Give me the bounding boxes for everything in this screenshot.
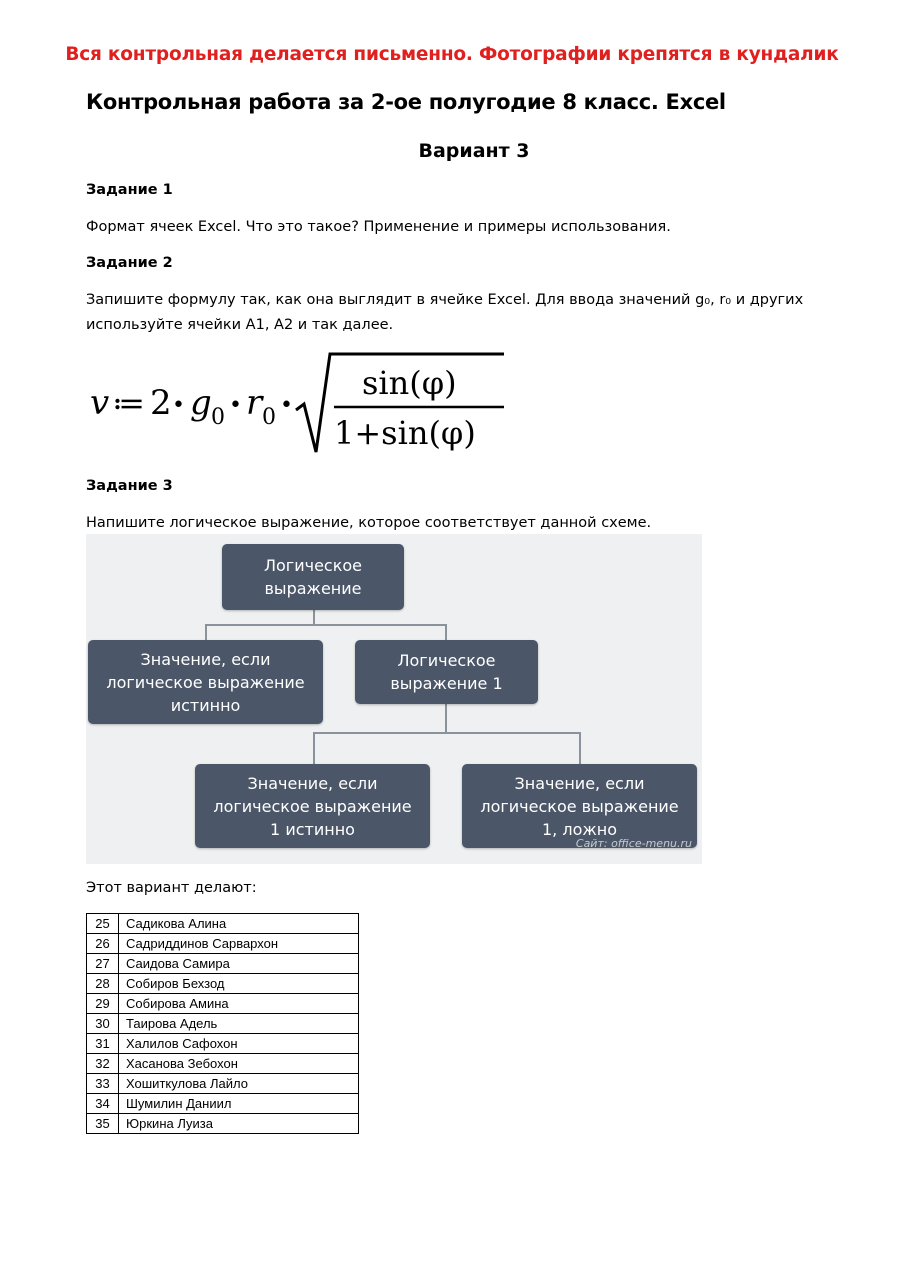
student-name: Хасанова Зебохон bbox=[119, 1054, 359, 1074]
connector-middle-horizontal bbox=[313, 732, 581, 734]
table-row bbox=[87, 914, 359, 934]
student-number: 25 bbox=[87, 914, 119, 934]
task-1-heading: Задание 1 bbox=[86, 182, 173, 198]
formula-numerator: sin(φ) bbox=[362, 364, 457, 402]
student-name: Хошиткулова Лайло bbox=[119, 1074, 359, 1094]
table-row bbox=[87, 1114, 359, 1134]
students-table bbox=[86, 913, 359, 1134]
connector-root-horizontal bbox=[205, 624, 447, 626]
table-row bbox=[87, 974, 359, 994]
student-number: 26 bbox=[87, 934, 119, 954]
student-number: 29 bbox=[87, 994, 119, 1014]
table-row bbox=[87, 1094, 359, 1114]
box-value-if-1-true: Значение, если логическое выражение 1 истинно bbox=[195, 764, 430, 848]
student-name: Халилов Сафохон bbox=[119, 1034, 359, 1054]
task-3-heading: Задание 3 bbox=[86, 478, 173, 494]
box-logical-expression-1: Логическое выражение 1 bbox=[355, 640, 538, 704]
formula-g: g bbox=[190, 383, 212, 423]
notice-text: Вся контрольная делается письменно. Фотографии крепятся в кундалик bbox=[65, 44, 839, 65]
student-name: Собирова Амина bbox=[119, 994, 359, 1014]
table-row bbox=[87, 934, 359, 954]
connector-root-down bbox=[313, 610, 315, 625]
task-3-text: Напишите логическое выражение, которое соответствует данной схеме. bbox=[86, 515, 652, 531]
connector-to-bottom-right bbox=[579, 732, 581, 764]
task-2-text bbox=[86, 288, 826, 338]
formula-g-sub: 0 bbox=[211, 405, 225, 430]
formula-dot-1: • bbox=[172, 393, 185, 418]
formula-image bbox=[88, 348, 508, 460]
connector-to-bottom-left bbox=[313, 732, 315, 764]
student-number: 27 bbox=[87, 954, 119, 974]
table-row bbox=[87, 994, 359, 1014]
student-name: Юркина Луиза bbox=[119, 1114, 359, 1134]
students-caption: Этот вариант делают: bbox=[86, 880, 257, 896]
task-2-heading: Задание 2 bbox=[86, 255, 173, 271]
box-value-if-1-false: Значение, если логическое выражение 1, ложно bbox=[462, 764, 697, 848]
student-name: Садриддинов Сарвархон bbox=[119, 934, 359, 954]
table-row bbox=[87, 1034, 359, 1054]
student-number: 34 bbox=[87, 1094, 119, 1114]
page-title: Контрольная работа за 2-ое полугодие 8 класс. Excel bbox=[86, 90, 726, 114]
formula-lhs: v bbox=[90, 383, 110, 423]
table-row bbox=[87, 954, 359, 974]
formula-r-sub: 0 bbox=[262, 405, 276, 430]
connector-to-left bbox=[205, 624, 207, 640]
table-row bbox=[87, 1014, 359, 1034]
connector-middle-down bbox=[445, 704, 447, 732]
formula-dot-3: • bbox=[280, 393, 293, 418]
box-value-if-true: Значение, если логическое выражение истинно bbox=[88, 640, 323, 724]
student-name: Шумилин Даниил bbox=[119, 1094, 359, 1114]
student-number: 31 bbox=[87, 1034, 119, 1054]
formula-assign: ≔ bbox=[112, 384, 146, 422]
task-2-text-line-2: используйте ячейки A1, A2 и так далее. bbox=[86, 317, 394, 333]
formula-denominator: 1+sin(φ) bbox=[334, 414, 476, 452]
student-number: 28 bbox=[87, 974, 119, 994]
table-row bbox=[87, 1054, 359, 1074]
variant-heading: Вариант 3 bbox=[418, 140, 530, 162]
student-name: Таирова Адель bbox=[119, 1014, 359, 1034]
student-name: Саидова Самира bbox=[119, 954, 359, 974]
formula-coef: 2 bbox=[150, 383, 172, 423]
task-2-text-line-1: Запишите формулу так, как она выглядит в ячейке Excel. Для ввода значений g₀, r₀ и других bbox=[86, 292, 804, 308]
student-number: 32 bbox=[87, 1054, 119, 1074]
formula-dot-2: • bbox=[229, 393, 242, 418]
diagram-watermark: Сайт: office-menu.ru bbox=[575, 837, 692, 850]
table-row bbox=[87, 1074, 359, 1094]
student-number: 33 bbox=[87, 1074, 119, 1094]
formula-r: r bbox=[246, 383, 263, 423]
connector-to-middle bbox=[445, 624, 447, 640]
logic-diagram bbox=[86, 534, 702, 864]
task-1-text: Формат ячеек Excel. Что это такое? Применение и примеры использования. bbox=[86, 219, 671, 235]
student-number: 35 bbox=[87, 1114, 119, 1134]
box-logical-expression: Логическое выражение bbox=[222, 544, 404, 610]
student-name: Садикова Алина bbox=[119, 914, 359, 934]
student-number: 30 bbox=[87, 1014, 119, 1034]
student-name: Собиров Бехзод bbox=[119, 974, 359, 994]
